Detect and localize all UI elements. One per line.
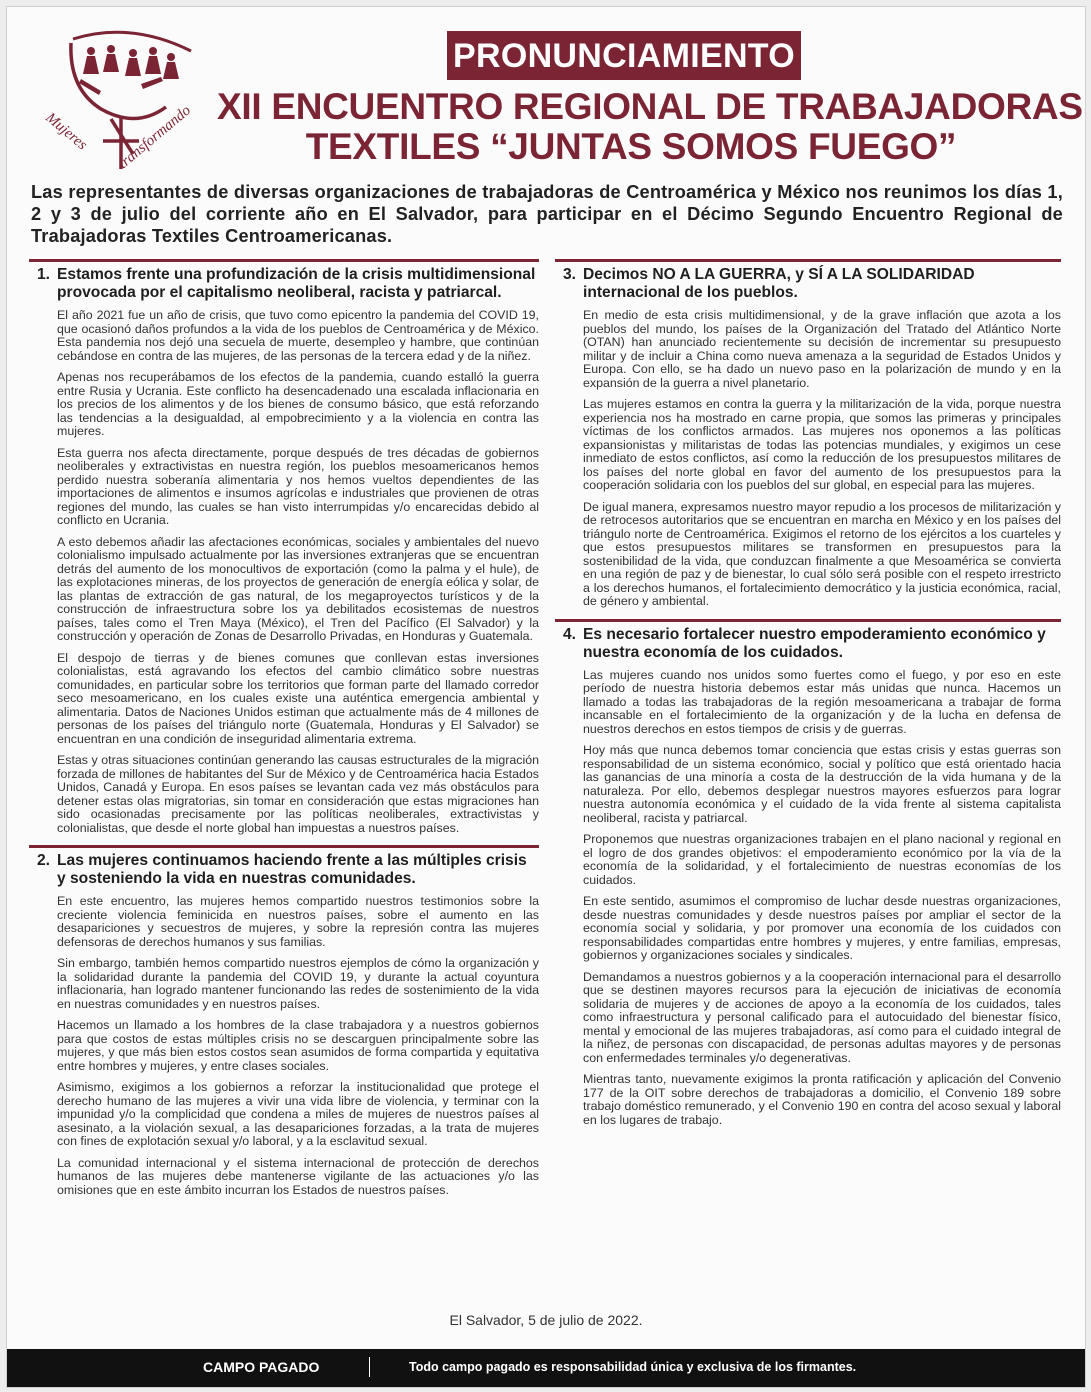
intro-paragraph: Las representantes de diversas organizaciones de trabajadoras de Centroamérica y México nos reunimos los días 1, 2 y 3 de julio del corriente año en El Salvador, para participar en el Décimo Segundo Encuentro Regional de Trabajadoras Textiles Centroamericanas.: [31, 182, 1063, 246]
footer-bar: [7, 1349, 1085, 1387]
section-body: [29, 895, 539, 1197]
paragraph: Hacemos un llamado a los hombres de la clase trabajadora y a nuestros gobiernos para que costos de estas múltiples crisis no se descarguen principalmente sobre las mujeres, y que más bien estos costos sean asumidos de forma compartida y equitativa entre hombres y mujeres, y entre clases sociales.: [57, 1018, 539, 1073]
paragraph: El año 2021 fue un año de crisis, que tuvo como epicentro la pandemia del COVID 19, que ocasionó daños profundos a la vida de los pueblos de Centroamérica y de México. Esta pandemia nos dejó una secuela de muerte, desempleo y hambre, que continúan cebándose en contra de las mujeres, de las personas de la tercera edad y de la niñez.: [57, 308, 539, 363]
place-date: El Salvador, 5 de julio de 2022.: [449, 1312, 643, 1328]
section-body: [555, 669, 1061, 1128]
section-heading: [29, 259, 539, 302]
section-number: 1.: [37, 266, 51, 283]
section-heading: [29, 845, 539, 888]
section-3: [555, 259, 1061, 609]
page-title: [217, 86, 1083, 167]
section-4: [555, 619, 1061, 1128]
section-1: [29, 259, 539, 835]
paragraph: De igual manera, expresamos nuestro mayor repudio a los procesos de militarización y de retrocesos autoritarios que se encuentran en marcha en México y en los países del triángulo norte de Centroamérica. Exigimos el retorno de los ejércitos a los cuarteles y que estos presupuestos militares se transformen en presupuestos para la sostenibilidad de la vida, que conduzcan finalmente a que Mesoamérica se convierta en una región de paz y de bienestar, lo cual sólo será posible con el respeto irrestricto a los derechos humanos, el fortalecimiento democrático y la justicia económica, racial, de género y ambiental.: [583, 499, 1061, 608]
paragraph: La comunidad internacional y el sistema internacional de protección de derechos humanos de las mujeres debe mantenerse vigilante de las actuaciones y/o las omisiones que en este ámbito incurran los Estados de nuestros países.: [57, 1155, 539, 1197]
title-line-1: XII ENCUENTRO REGIONAL DE TRABAJADORAS: [217, 86, 1083, 127]
section-title: Es necesario fortalecer nuestro empoderamiento económico y nuestra economía de los cuidados.: [583, 625, 1046, 661]
section-title: Decimos NO A LA GUERRA, y SÍ A LA SOLIDARIDAD internacional de los pueblos.: [583, 266, 975, 301]
document-page: [6, 6, 1086, 1388]
paragraph: En medio de esta crisis multidimensional, y de la grave inflación que azota a los pueblos del mundo, los países de la Organización del Tratado del Atlántico Norte (OTAN) han anunciado recientemente su decisión de incrementar su presupuesto militar y de incluir a China como nueva amenaza a la seguridad de Estados Unidos y Europa. Con ello, se ha dado un nuevo paso en la polarización de mundo y en la expansión de la guerra a nivel planetario.: [583, 308, 1061, 390]
logo-text-right: transformando: [115, 102, 194, 173]
section-number: 2.: [37, 852, 51, 869]
paragraph: Hoy más que nunca debemos tomar conciencia que estas crisis y estas guerras son responsabilidad de un sistema económico, social y político que está orientado hacia las ganancias de una minoría a costa de la destrucción de la vida humana y de la naturaleza. Por ello, debemos desplegar nuestros mayores esfuerzos para lograr nuestra autonomía económica y el cuidado de la vida frente al sistema capitalista neoliberal, racista y patriarcal.: [583, 743, 1061, 825]
section-body: [555, 309, 1061, 609]
paragraph: Asimismo, exigimos a los gobiernos a reforzar la institucionalidad que protege el derecho humano de las mujeres a vivir una vida libre de violencia, y terminar con la impunidad y/o la complicidad que condena a miles de mujeres de nuestros países al asesinato, a la violación sexual, a las desapariciones forzadas, a la trata de mujeres con fines de explotación sexual y/o laboral, y a la esclavitud sexual.: [57, 1080, 539, 1148]
banner-title: PRONUNCIAMIENTO: [447, 31, 801, 80]
left-column: [29, 259, 539, 1207]
mujeres-transformando-logo-icon: [41, 29, 211, 179]
logo-text-left: Mujeres: [42, 109, 90, 154]
section-number: 3.: [563, 266, 577, 283]
paragraph: En este encuentro, las mujeres hemos compartido nuestros testimonios sobre la creciente violencia feminicida en nuestros países, sobre el aumento en las desapariciones y secuestros de mujeres, y sobre la represión contra las mujeres defensoras de derechos humanos y sus familias.: [57, 894, 539, 949]
footer-disclaimer: Todo campo pagado es responsabilidad única y exclusiva de los firmantes.: [409, 1360, 857, 1374]
paragraph: Las mujeres cuando nos unidos somo fuertes como el fuego, y por eso en este período de nuestra historia debemos estar más unidas que nunca. Hacemos un llamado a todas las trabajadoras de la región mesoamericana a trabajar de forma incansable en el fortalecimiento de la organización y de la lucha en defensa de nuestros derechos en estos tiempos de crisis y de guerras.: [583, 667, 1061, 736]
paragraph: Proponemos que nuestras organizaciones trabajen en el plano nacional y regional en el logro de dos grandes objetivos: el empoderamiento económico por la vía de la economía de la solidaridad, y el fortalecimiento de nuestras economías de los cuidados.: [583, 832, 1061, 887]
paragraph: El despojo de tierras y de bienes comunes que conllevan estas inversiones colonialistas, está agravando los efectos del cambio climático sobre nuestras comunidades, en particular sobre los territorios que forman parte del llamado corredor seco mesoamericano, en los cuales existe una auténtica emergencia ambiental y alimentaria. Datos de Naciones Unidos estiman que actualmente más de 4 millones de personas de los países del triángulo norte (Guatemala, Honduras y El Salvador) se encuentran en una condición de inseguridad alimentaria extrema.: [57, 650, 539, 746]
paragraph: Mientras tanto, nuevamente exigimos la pronta ratificación y aplicación del Convenio 177 de la OIT sobre derechos de trabajadoras a domicilio, el Convenio 189 sobre trabajo doméstico remunerado, y el Convenio 190 en contra del acoso sexual y laboral en los lugares de trabajo.: [583, 1072, 1061, 1127]
section-heading: [555, 259, 1061, 302]
paragraph: Demandamos a nuestros gobiernos y a la cooperación internacional para el desarrollo que se destinen mayores recursos para la ejecución de iniciativas de economía solidaria de mujeres y de acciones de apoyo a la economía de los cuidados, tales como infraestructura y personal calificado para el autocuidado del bienestar físico, mental y emocional de las mujeres trabajadoras, así como para el cuidado integral de la niñez, de personas con discapacidad, de personas adultas mayores y de personas con enfermedades terminales y/o degenerativas.: [583, 969, 1061, 1065]
paragraph: A esto debemos añadir las afectaciones económicas, sociales y ambientales del nuevo colonialismo impulsado actualmente por las inversiones extranjeras que se encuentran detrás del aumento de los monocultivos de exportación (como la palma y el hule), de las explotaciones mineras, de los proyectos de generación de energía eólica y solar, de las plantas de extracción de gas natural, de los megaproyectos turísticos y de la construcción de infraestructura sobre los ya debilitados ecosistemas de nuestros países, tales como el Tren Maya (México), el Tren del Pacífico (El Salvador) y la construcción y operación de Zonas de Desarrollo Privadas, en Honduras y Guatemala.: [57, 534, 539, 643]
paragraph: Esta guerra nos afecta directamente, porque después de tres décadas de gobiernos neoliberales y extractivistas en nuestra región, los pueblos mesoamericanos hemos perdido nuestra soberanía alimentaria y nos hemos vueltos dependientes de las importaciones de alimentos e insumos agrícolas e industriales que provienen de otras regiones del mundo, las cuales se han visto interrumpidas y/o encarecidas debido al conflicto en Ucrania.: [57, 445, 539, 527]
paragraph: Estas y otras situaciones continúan generando las causas estructurales de la migración forzada de millones de habitantes del Sur de México y de Centroamérica hacia Estados Unidos, Canadá y Europa. En esos países se levantan cada vez más obstáculos para detener estas olas migratorias, sin tomar en consideración que estas migraciones han sido ocasionadas precisamente por las políticas neoliberales, extractivistas y colonialistas, que desde el norte global han impuestas a nuestros países.: [57, 753, 539, 835]
right-column: [555, 259, 1061, 1137]
section-heading: [555, 619, 1061, 662]
title-line-2: TEXTILES “JUNTAS SOMOS FUEGO”: [305, 126, 957, 167]
footer-label: CAMPO PAGADO: [203, 1359, 320, 1375]
section-body: [29, 309, 539, 835]
section-title: Estamos frente una profundización de la crisis multidimensional provocada por el capitalismo neoliberal, racista y patriarcal.: [57, 266, 536, 301]
paragraph: En este sentido, asumimos el compromiso de luchar desde nuestras organizaciones, desde nuestras comunidades y desde nuestros países por ampliar el sector de la economía social y solidaria, y por promover una economía de los cuidados con responsabilidades compartidas entre hombres y mujeres, y entre familias, empresas, gobiernos y organizaciones sociales y sindicales.: [583, 894, 1061, 962]
section-2: [29, 845, 539, 1197]
paragraph: Las mujeres estamos en contra la guerra y la militarización de la vida, porque nuestra experiencia nos ha mostrado en carne propia, que somos las primeras y principales víctimas de los conflictos armados. Las mujeres nos oponemos a las políticas expansionistas y militaristas de todas las potencias mundiales, y exigimos un cese inmediato de estos conflictos, así como la reducción de los presupuestos militares de los países del norte global en favor del aumento de los presupuestos para la cooperación solidaria con los pueblos del sur global, en especial para las mujeres.: [583, 397, 1061, 492]
paragraph: Apenas nos recuperábamos de los efectos de la pandemia, cuando estalló la guerra entre Rusia y Ucrania. Este conflicto ha desencadenado una escalada inflacionaria en los precios de los alimentos y de los bienes de consumo básico, que está reforzando las tendencias a la desigualdad, al empobrecimiento y a la violencia en contra las mujeres.: [57, 370, 539, 438]
section-number: 4.: [563, 625, 577, 643]
section-title: Las mujeres continuamos haciendo frente a las múltiples crisis y sosteniendo la vida en nuestras comunidades.: [57, 852, 527, 887]
footer-divider: [369, 1357, 370, 1377]
paragraph: Sin embargo, también hemos compartido nuestros ejemplos de cómo la organización y la solidaridad durante la pandemia del COVID 19, y durante la actual coyuntura inflacionaria, han logrado mantener funcionando las redes de sostenimiento de la vida en nuestras comunidades y en nuestros países.: [57, 956, 539, 1011]
